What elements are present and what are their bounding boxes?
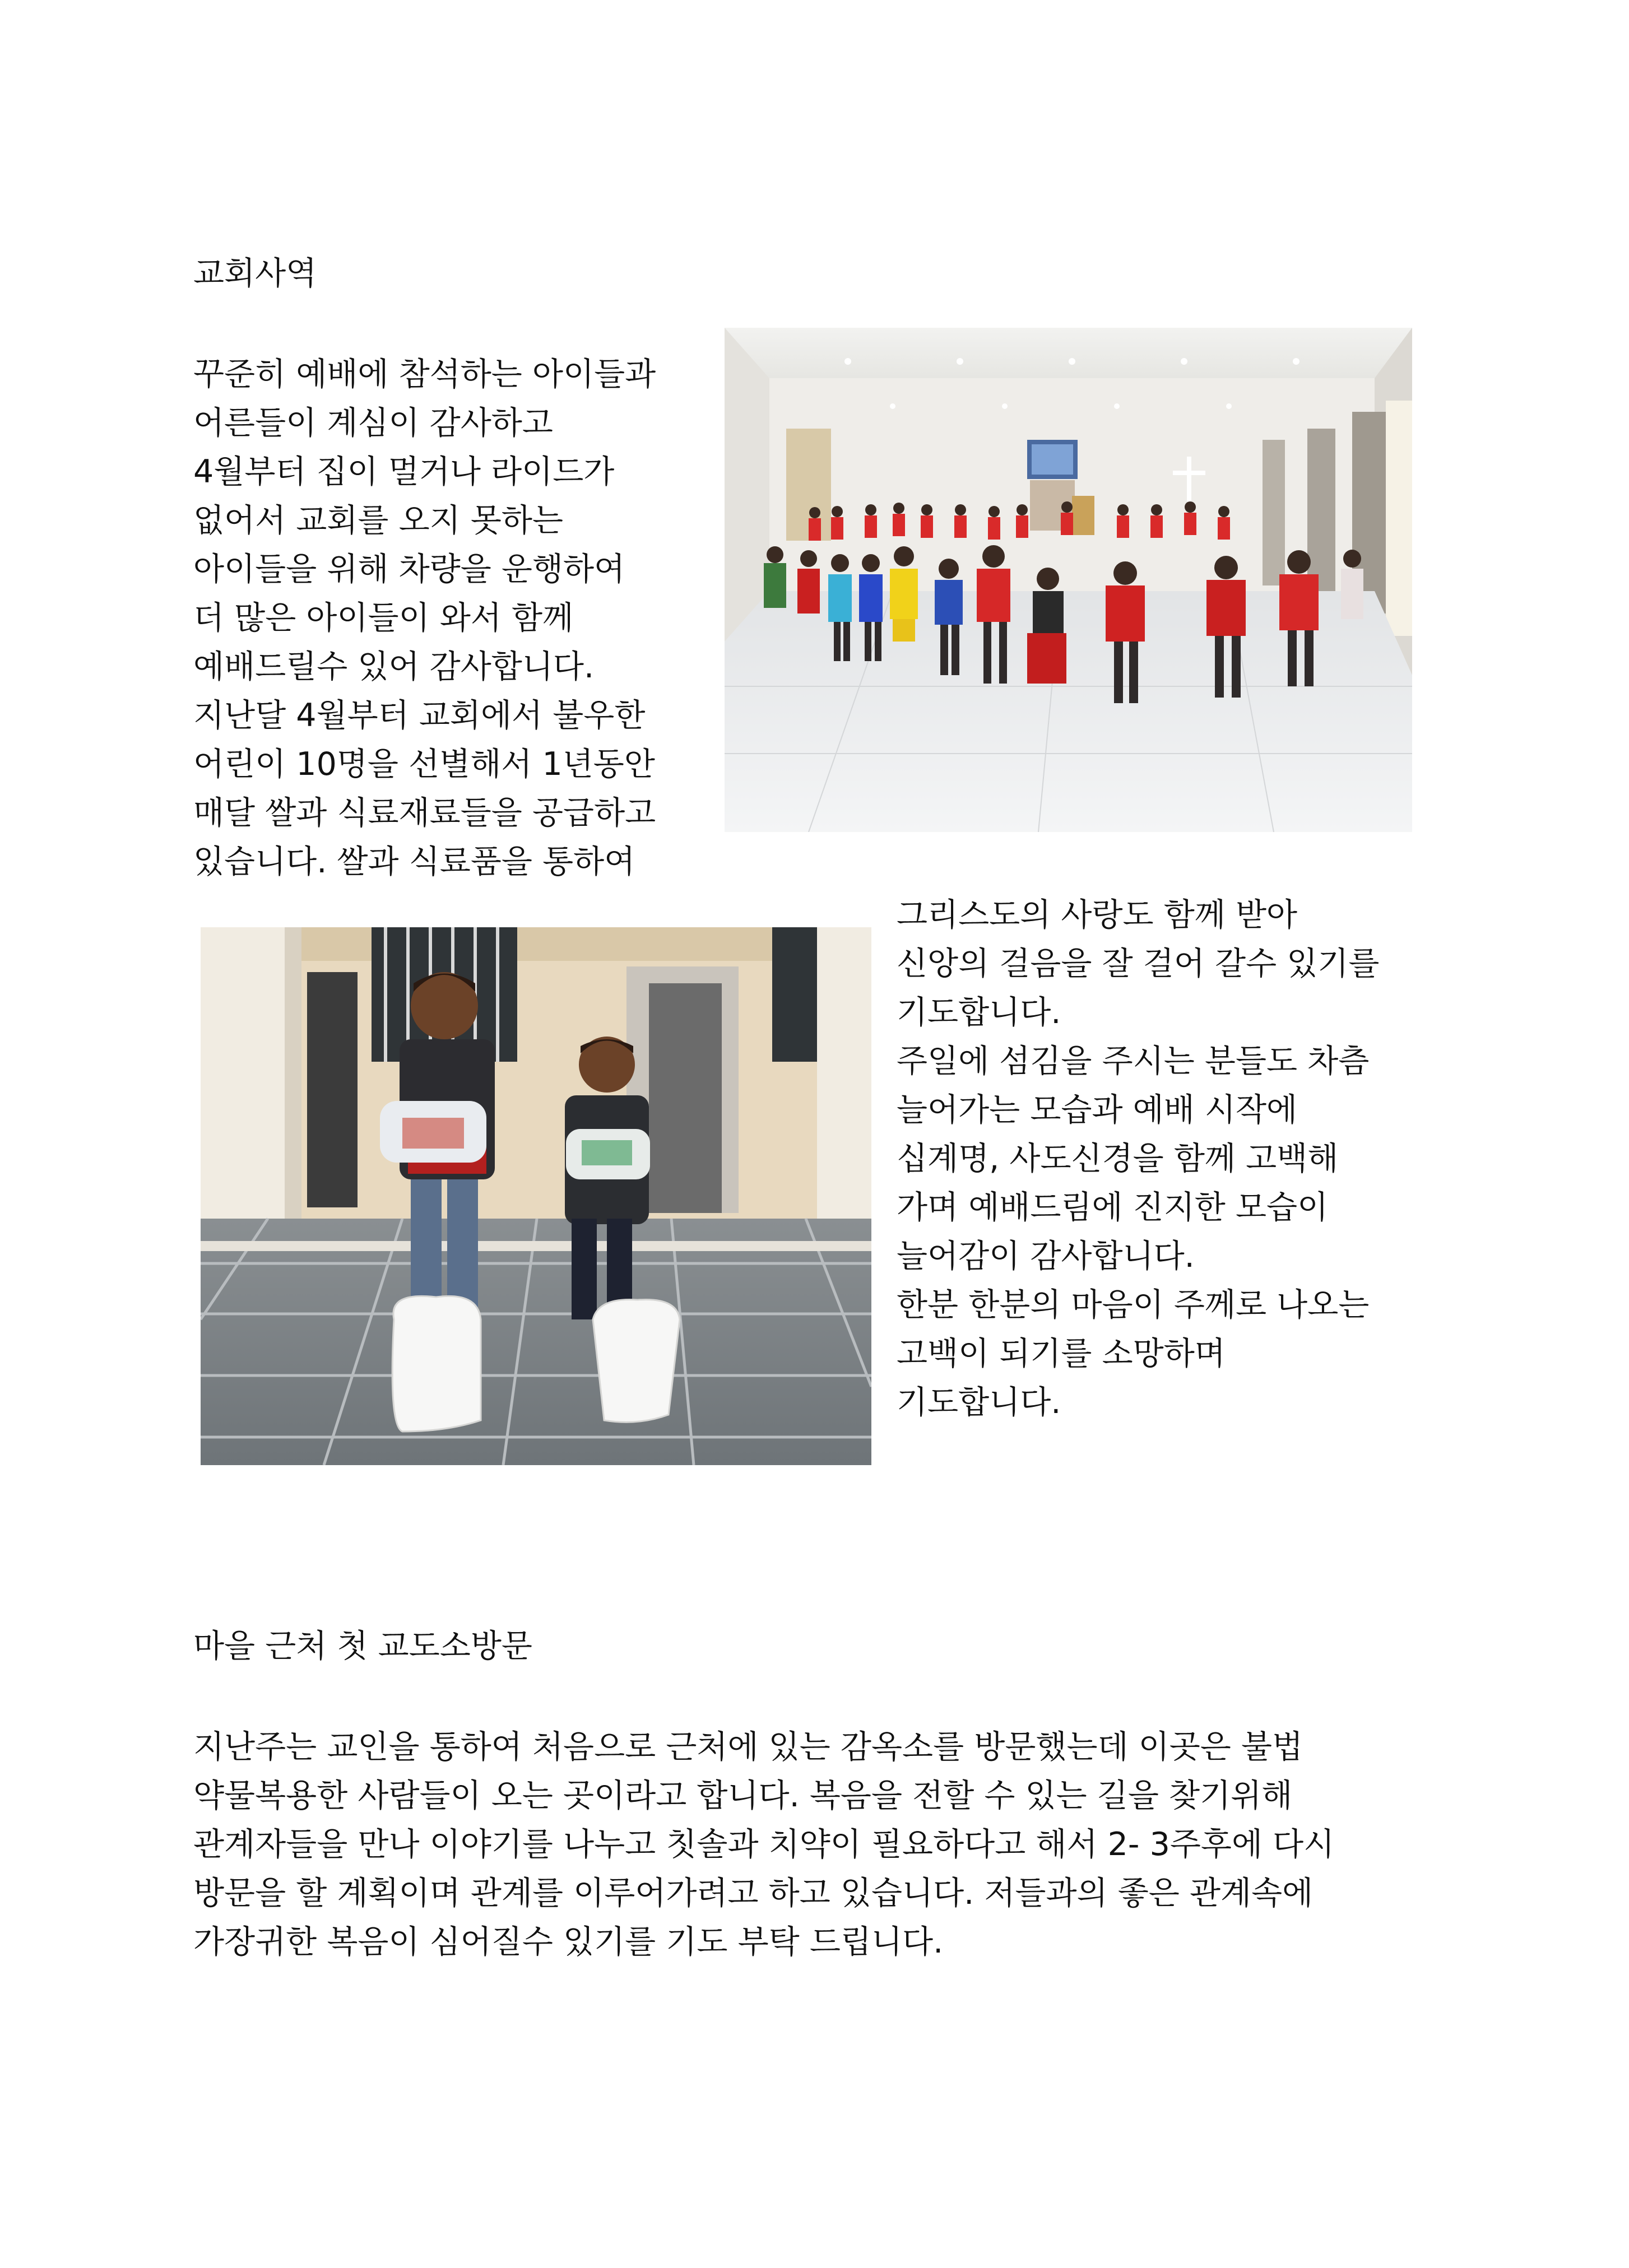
text-line: 십계명, 사도신경을 함께 고백해 — [897, 1140, 1339, 1177]
text-line: 어린이 10명을 선별해서 1년동안 — [193, 746, 655, 783]
church-hall-image — [725, 328, 1412, 832]
church-hall-photo — [725, 328, 1412, 832]
text-line: 꾸준히 예배에 참석하는 아이들과 — [193, 356, 656, 393]
text-line: 가며 예배드림에 진지한 모습이 — [897, 1189, 1329, 1226]
text-line: 예배드릴수 있어 감사합니다. — [193, 648, 595, 685]
text-line: 늘어감이 감사합니다. — [897, 1238, 1195, 1275]
prison-visit-paragraph — [193, 1723, 1334, 1967]
text-line: 주일에 섬김을 주시는 분들도 차츰 — [897, 1043, 1370, 1080]
boys-rice-image — [201, 927, 871, 1465]
text-line: 가장귀한 복음이 심어질수 있기를 기도 부탁 드립니다. — [193, 1923, 944, 1960]
church-ministry-text-right — [897, 891, 1379, 1427]
text-line: 아이들을 위해 차량을 운행하여 — [193, 551, 625, 588]
text-line: 기도합니다. — [897, 1384, 1061, 1421]
text-line: 매달 쌀과 식료재료들을 공급하고 — [193, 794, 656, 831]
text-line: 그리스도의 사랑도 함께 받아 — [897, 896, 1298, 933]
text-line: 신앙의 걸음을 잘 걸어 갈수 있기를 — [897, 945, 1380, 982]
text-line: 지난달 4월부터 교회에서 불우한 — [193, 697, 646, 734]
text-line: 있습니다. 쌀과 식료품을 통하여 — [193, 843, 635, 880]
section-heading-prison-visit: 마을 근처 첫 교도소방문 — [193, 1628, 532, 1665]
text-line: 늘어가는 모습과 예배 시작에 — [897, 1091, 1298, 1128]
text-line: 방문을 할 계획이며 관계를 이루어가려고 하고 있습니다. 저들과의 좋은 관계속에 — [193, 1875, 1314, 1912]
text-line: 어른들이 계심이 감사하고 — [193, 405, 553, 441]
text-line: 지난주는 교인을 통하여 처음으로 근처에 있는 감옥소를 방문했는데 이곳은 불법 — [193, 1728, 1303, 1765]
text-line: 고백이 되기를 소망하며 — [897, 1335, 1226, 1372]
text-line: 더 많은 아이들이 와서 함께 — [193, 599, 574, 636]
text-line: 4월부터 집이 멀거나 라이드가 — [193, 453, 615, 490]
boys-rice-photo — [201, 927, 871, 1465]
text-line: 관계자들을 만나 이야기를 나누고 칫솔과 치약이 필요하다고 해서 2- 3주후에 다시 — [193, 1826, 1335, 1863]
text-line: 약물복용한 사람들이 오는 곳이라고 합니다. 복음을 전할 수 있는 길을 찾기위해 — [193, 1777, 1293, 1814]
text-line: 없어서 교회를 오지 못하는 — [193, 502, 564, 539]
text-line: 기도합니다. — [897, 994, 1061, 1031]
text-line: 한분 한분의 마음이 주께로 나오는 — [897, 1286, 1370, 1323]
section-heading-church-ministry: 교회사역 — [193, 255, 317, 292]
church-ministry-text-left — [193, 350, 656, 886]
